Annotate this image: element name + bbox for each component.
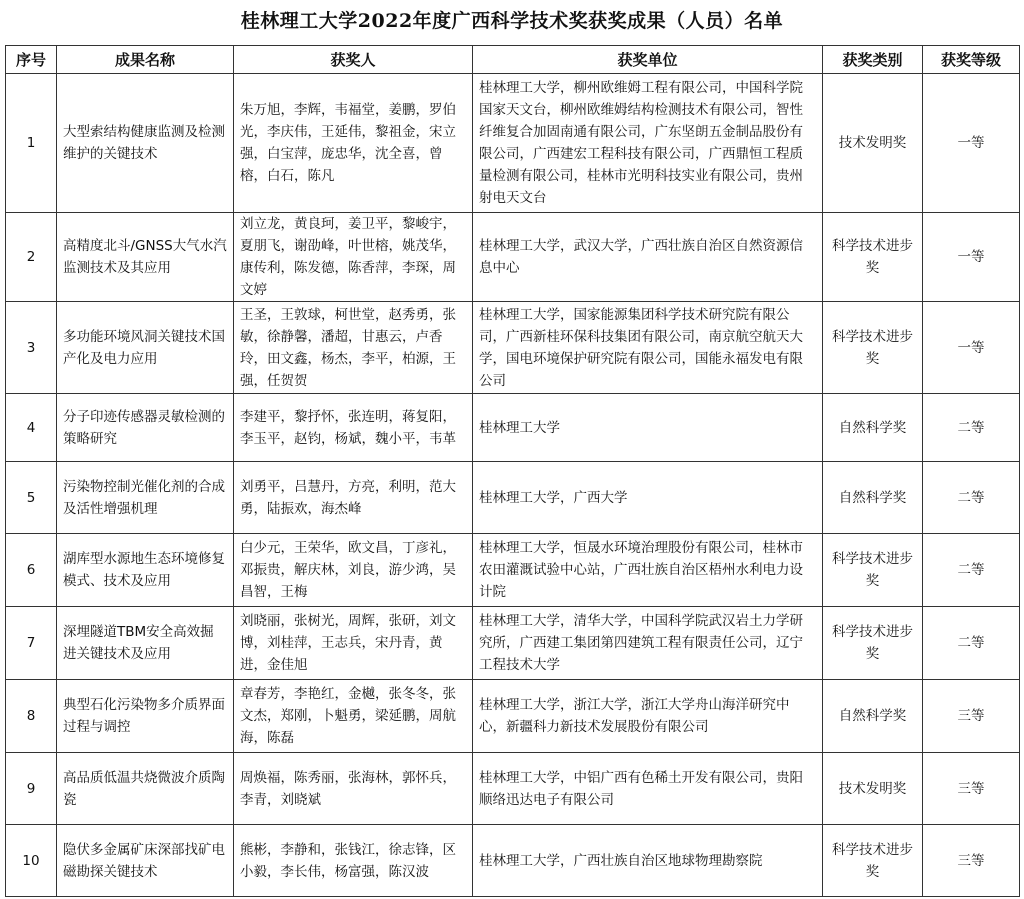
cell-units: 桂林理工大学，恒晟水环境治理股份有限公司，桂林市农田灌溉试验中心站，广西壮族自治区梧州水利电力设计院 (473, 534, 823, 607)
cell-achievement-name: 多功能环境风洞关键技术国产化及电力应用 (57, 302, 234, 394)
cell-number: 1 (6, 74, 57, 213)
cell-category: 科学技术进步奖 (823, 302, 923, 394)
cell-category: 自然科学奖 (823, 394, 923, 462)
cell-winners: 章春芳，李艳红，金樾，张冬冬，张文杰，郑刚，卜魁勇，梁延鹏，周航海，陈磊 (234, 680, 473, 753)
cell-achievement-name: 湖库型水源地生态环境修复模式、技术及应用 (57, 534, 234, 607)
cell-category: 自然科学奖 (823, 462, 923, 534)
cell-achievement-name: 高品质低温共烧微波介质陶瓷 (57, 753, 234, 825)
cell-achievement-name: 分子印迹传感器灵敏检测的策略研究 (57, 394, 234, 462)
col-header-winners: 获奖人 (234, 46, 473, 74)
table-row (6, 74, 1020, 213)
cell-winners: 周焕福，陈秀丽，张海林，郭怀兵，李青，刘晓斌 (234, 753, 473, 825)
cell-winners: 朱万旭，李辉，韦福堂，姜鹏，罗伯光，李庆伟，王延伟，黎祖金，宋立强，白宝萍，庞忠华，沈全喜，曾榕，白石，陈凡 (234, 74, 473, 213)
cell-units: 桂林理工大学，浙江大学，浙江大学舟山海洋研究中心，新疆科力新技术发展股份有限公司 (473, 680, 823, 753)
table-row (6, 394, 1020, 462)
cell-category: 自然科学奖 (823, 680, 923, 753)
cell-grade: 二等 (923, 394, 1020, 462)
cell-grade: 三等 (923, 825, 1020, 897)
cell-units: 桂林理工大学，柳州欧维姆工程有限公司，中国科学院国家天文台，柳州欧维姆结构检测技术有限公司，智性纤维复合加固南通有限公司，广东坚朗五金制品股份有限公司，广西建宏工程科技有限公司，广西鼎恒工程质量检测有限公司，桂林市光明科技实业有限公司，贵州射电天文台 (473, 74, 823, 213)
cell-number: 7 (6, 607, 57, 680)
cell-winners: 李建平，黎抒怀，张连明，蒋复阳，李玉平，赵钧，杨斌，魏小平，韦革 (234, 394, 473, 462)
table-header-row (6, 46, 1020, 74)
cell-grade: 二等 (923, 462, 1020, 534)
cell-category: 技术发明奖 (823, 74, 923, 213)
cell-winners: 刘勇平，吕慧丹，方亮，利明，范大勇，陆振欢，海杰峰 (234, 462, 473, 534)
cell-achievement-name: 深埋隧道TBM安全高效掘进关键技术及应用 (57, 607, 234, 680)
cell-units: 桂林理工大学，广西壮族自治区地球物理勘察院 (473, 825, 823, 897)
cell-winners: 熊彬，李静和，张钱江，徐志锋，区小毅，李长伟，杨富强，陈汉波 (234, 825, 473, 897)
cell-number: 8 (6, 680, 57, 753)
table-row (6, 534, 1020, 607)
cell-winners: 白少元，王荣华，欧文昌，丁彦礼，邓振贵，解庆林，刘良，游少鸿，吴昌智，王梅 (234, 534, 473, 607)
cell-achievement-name: 高精度北斗/GNSS大气水汽监测技术及其应用 (57, 213, 234, 302)
table-row (6, 302, 1020, 394)
cell-category: 科学技术进步奖 (823, 213, 923, 302)
cell-category: 科学技术进步奖 (823, 825, 923, 897)
cell-achievement-name: 大型索结构健康监测及检测维护的关键技术 (57, 74, 234, 213)
cell-units: 桂林理工大学，广西大学 (473, 462, 823, 534)
cell-grade: 三等 (923, 680, 1020, 753)
cell-achievement-name: 隐伏多金属矿床深部找矿电磁勘探关键技术 (57, 825, 234, 897)
cell-number: 5 (6, 462, 57, 534)
award-table (5, 45, 1020, 897)
cell-number: 3 (6, 302, 57, 394)
cell-winners: 刘立龙，黄良珂，姜卫平，黎峻宇，夏朋飞，谢劭峰，叶世榕，姚茂华，康传利，陈发德，陈香萍，李琛，周文婷 (234, 213, 473, 302)
cell-achievement-name: 典型石化污染物多介质界面过程与调控 (57, 680, 234, 753)
cell-units: 桂林理工大学，中铝广西有色稀土开发有限公司，贵阳顺络迅达电子有限公司 (473, 753, 823, 825)
table-row (6, 825, 1020, 897)
cell-units: 桂林理工大学，武汉大学，广西壮族自治区自然资源信息中心 (473, 213, 823, 302)
cell-number: 10 (6, 825, 57, 897)
cell-grade: 二等 (923, 607, 1020, 680)
cell-grade: 二等 (923, 534, 1020, 607)
cell-category: 技术发明奖 (823, 753, 923, 825)
cell-grade: 一等 (923, 213, 1020, 302)
cell-achievement-name: 污染物控制光催化剂的合成及活性增强机理 (57, 462, 234, 534)
cell-units: 桂林理工大学，国家能源集团科学技术研究院有限公司，广西新桂环保科技集团有限公司，南京航空航天大学，国电环境保护研究院有限公司，国能永福发电有限公司 (473, 302, 823, 394)
table-row (6, 680, 1020, 753)
table-row (6, 753, 1020, 825)
cell-number: 9 (6, 753, 57, 825)
col-header-units: 获奖单位 (473, 46, 823, 74)
cell-category: 科学技术进步奖 (823, 534, 923, 607)
cell-number: 6 (6, 534, 57, 607)
col-header-number: 序号 (6, 46, 57, 74)
cell-grade: 三等 (923, 753, 1020, 825)
cell-grade: 一等 (923, 74, 1020, 213)
table-row (6, 462, 1020, 534)
cell-units: 桂林理工大学 (473, 394, 823, 462)
cell-number: 4 (6, 394, 57, 462)
cell-category: 科学技术进步奖 (823, 607, 923, 680)
col-header-achievement-name: 成果名称 (57, 46, 234, 74)
document-title: 桂林理工大学2022年度广西科学技术奖获奖成果（人员）名单 (240, 10, 784, 32)
col-header-category: 获奖类别 (823, 46, 923, 74)
table-row (6, 607, 1020, 680)
col-header-grade: 获奖等级 (923, 46, 1020, 74)
cell-units: 桂林理工大学，清华大学，中国科学院武汉岩土力学研究所，广西建工集团第四建筑工程有限责任公司，辽宁工程技术大学 (473, 607, 823, 680)
cell-number: 2 (6, 213, 57, 302)
cell-grade: 一等 (923, 302, 1020, 394)
cell-winners: 刘晓丽，张树光，周辉，张研，刘文博，刘桂萍，王志兵，宋丹青，黄进，金佳旭 (234, 607, 473, 680)
table-row (6, 213, 1020, 302)
cell-winners: 王圣，王敦球，柯世堂，赵秀勇，张敏，徐静馨，潘超，甘惠云，卢香玲，田文鑫，杨杰，李平，柏源，王强，任贺贺 (234, 302, 473, 394)
